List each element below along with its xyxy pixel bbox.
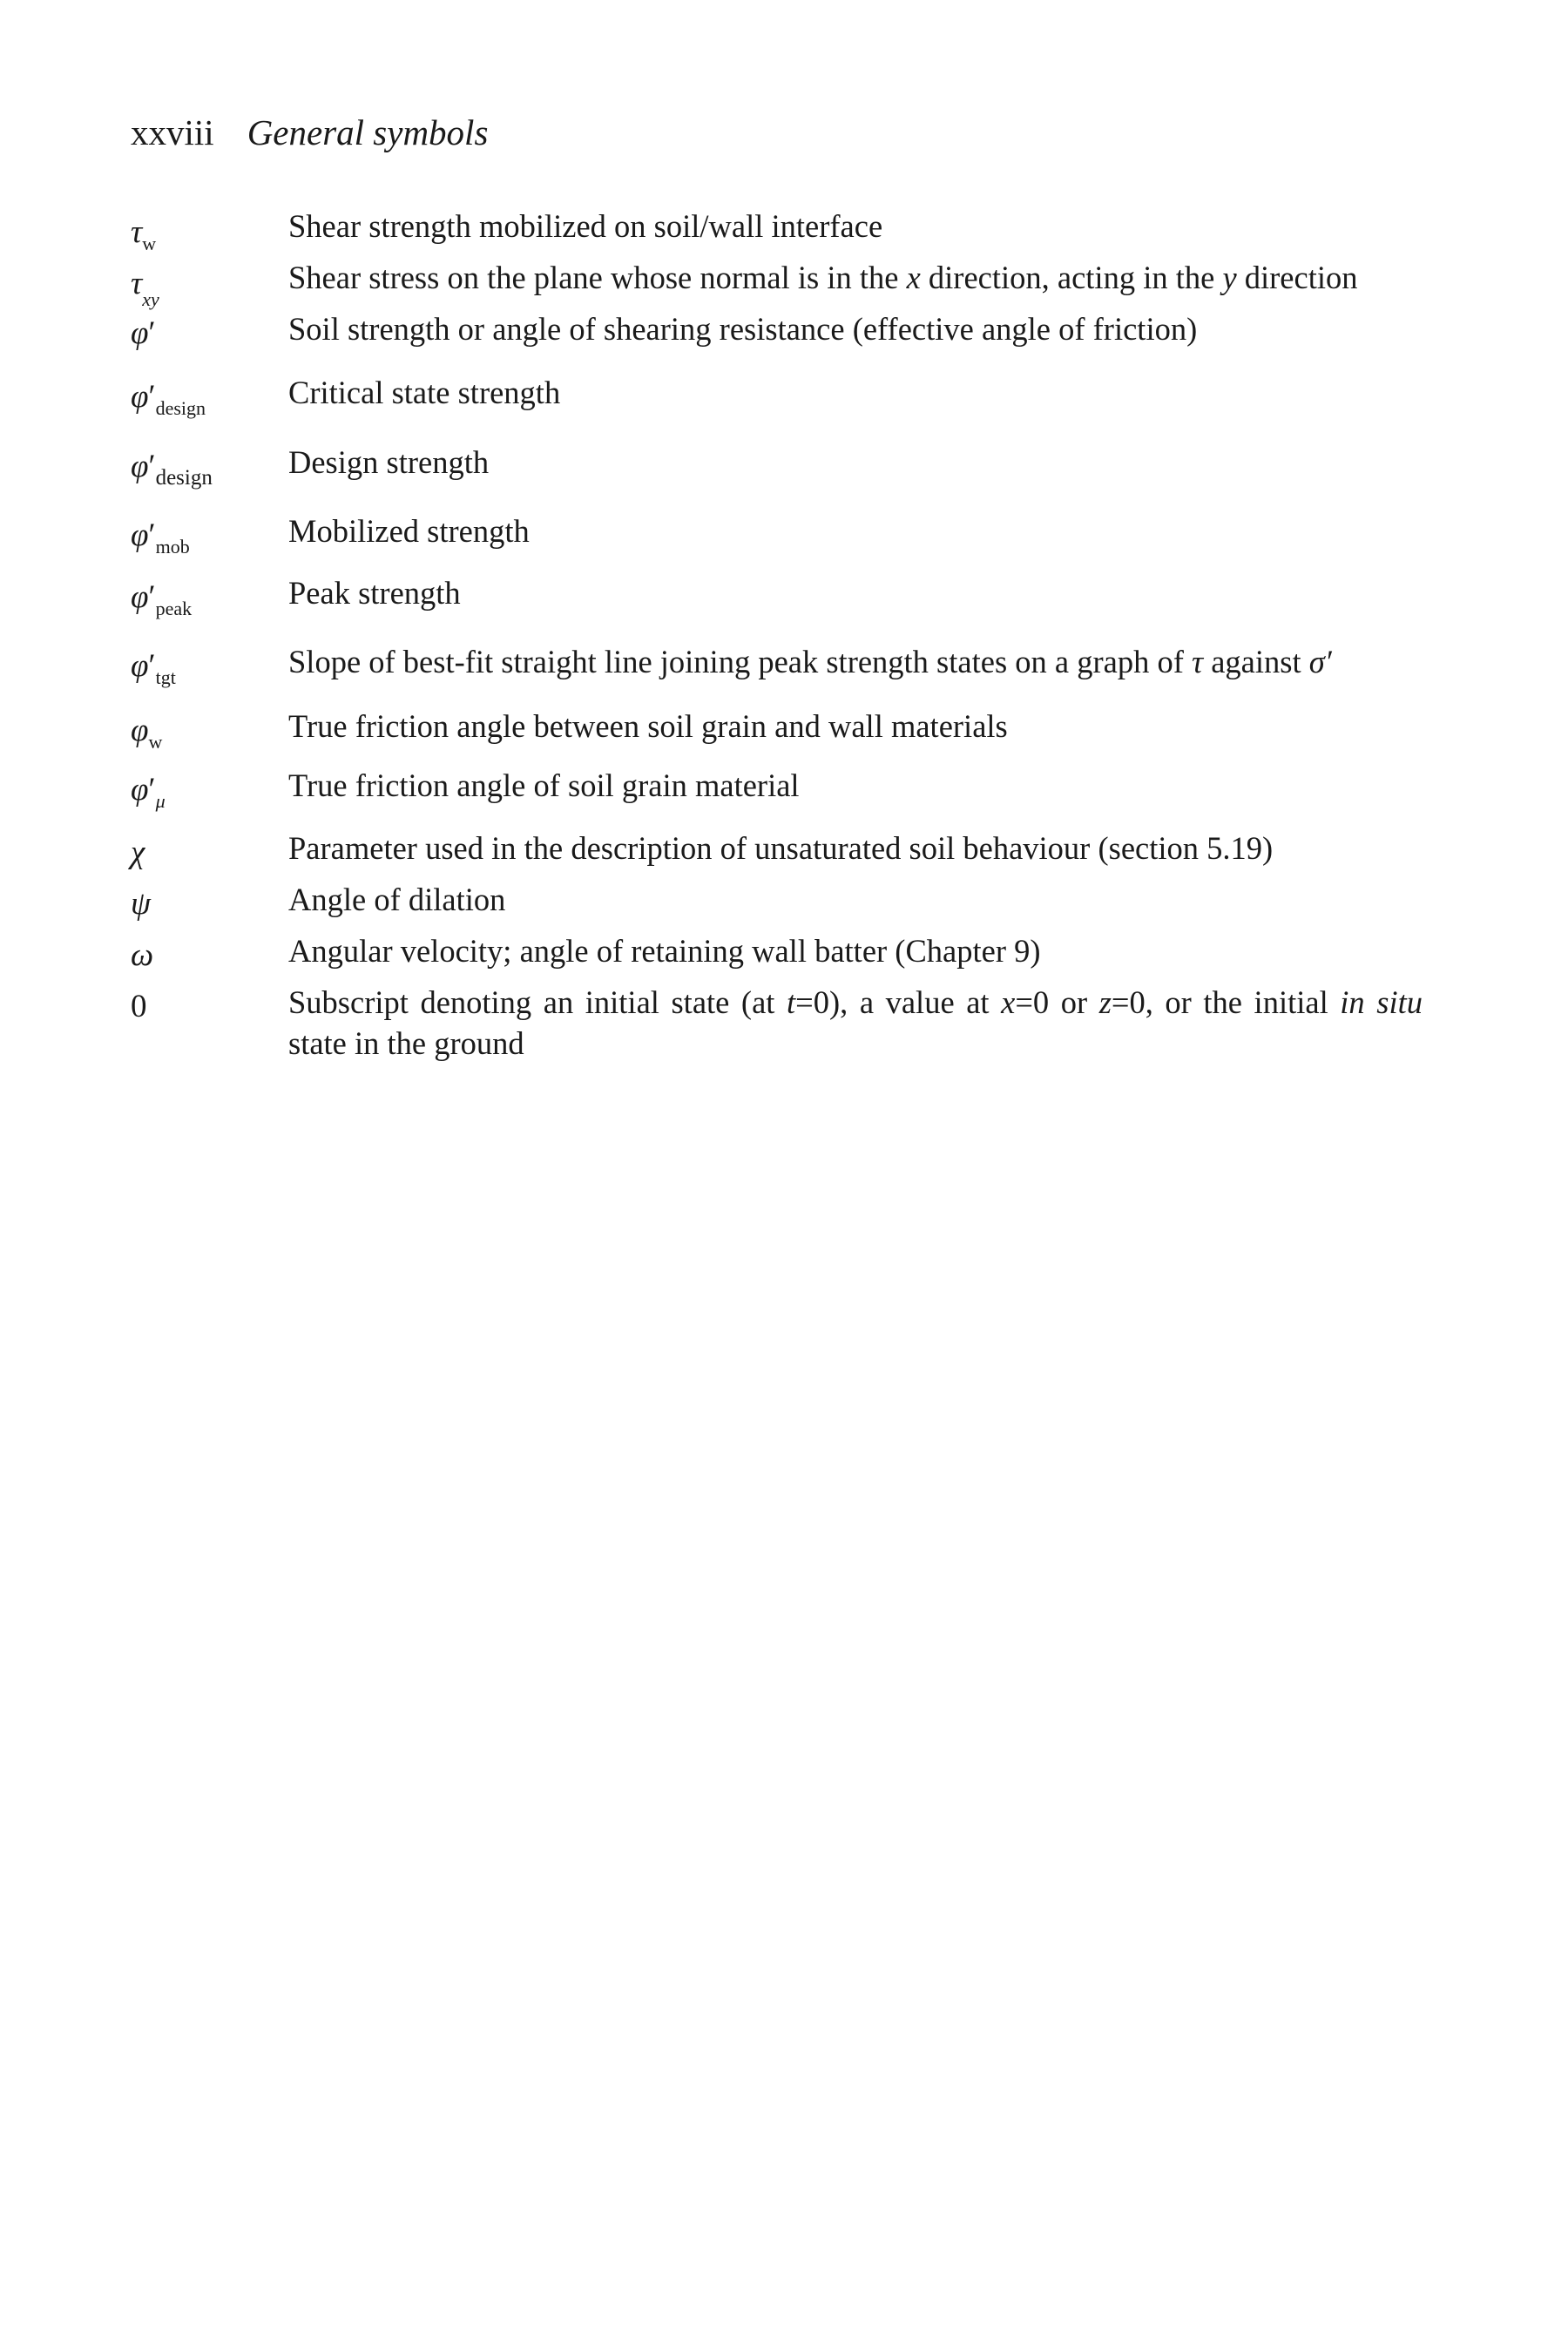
symbol-description: Angle of dilation bbox=[288, 882, 506, 917]
symbol-description: Mobilized strength bbox=[288, 513, 530, 549]
symbol: $\tau_w$ bbox=[131, 214, 157, 254]
symbol-description: Critical state strength bbox=[288, 375, 561, 410]
symbol: $\varphi'_{mob}$ bbox=[131, 517, 190, 558]
symbol: 0 bbox=[131, 989, 147, 1024]
page-header bbox=[131, 112, 489, 152]
symbol: $\varphi'_{design}$ bbox=[131, 449, 213, 490]
symbol: χ bbox=[131, 835, 145, 870]
symbol: $\varphi'_{design}$ bbox=[131, 379, 206, 419]
symbol-description: True friction angle between soil grain and wall materials bbox=[288, 708, 1008, 744]
symbol: $\varphi'_\mu$ bbox=[131, 772, 166, 812]
symbol: $\varphi'_{tgt}$ bbox=[131, 648, 176, 688]
symbol: ω bbox=[131, 937, 154, 973]
symbol-description: Design strength bbox=[288, 444, 490, 480]
symbol: $\varphi_w$ bbox=[131, 713, 163, 753]
symbol: φ′ bbox=[131, 315, 156, 351]
symbol-description: Soil strength or angle of shearing resistance (effective angle of friction) bbox=[288, 311, 1198, 347]
symbol-description: Shear strength mobilized on soil/wall interface bbox=[288, 208, 883, 244]
symbol-description: Angular velocity; angle of retaining wall batter (Chapter 9) bbox=[288, 933, 1041, 969]
symbol-description: Slope of best-fit straight line joining peak strength states on a graph of τ against σ′ bbox=[288, 644, 1332, 679]
symbol-description: True friction angle of soil grain material bbox=[288, 767, 800, 803]
symbol: ψ bbox=[131, 886, 151, 922]
symbol-description: Subscript denoting an initial state (at t=0), a value at x=0 or z=0, or the initial in situ state in the ground bbox=[288, 984, 1423, 1061]
symbol-description: Shear stress on the plane whose normal is in the x direction, acting in the y direction bbox=[288, 260, 1358, 295]
page-number: xxviii bbox=[131, 112, 214, 152]
page-title: General symbols bbox=[247, 112, 489, 152]
symbol: $\tau_{xy}$ bbox=[131, 266, 159, 310]
symbol-description: Parameter used in the description of unsaturated soil behaviour (section 5.19) bbox=[288, 830, 1274, 866]
symbol-description: Peak strength bbox=[288, 575, 461, 611]
symbol: $\varphi'_{peak}$ bbox=[131, 579, 193, 619]
